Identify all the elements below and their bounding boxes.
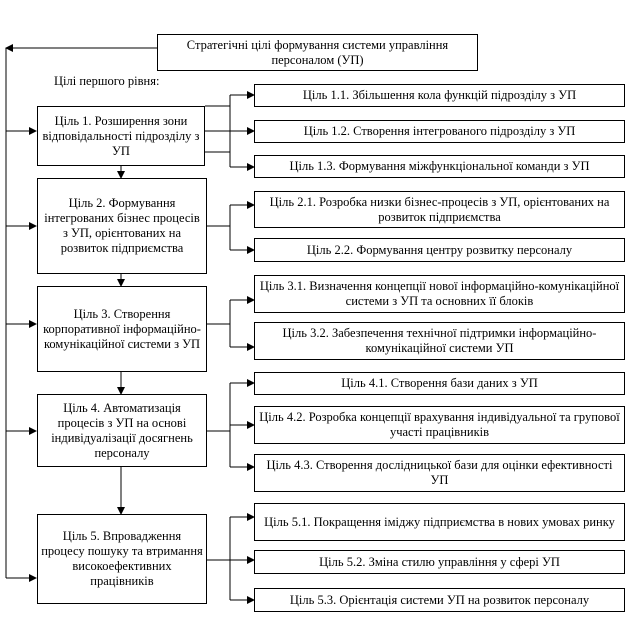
goal-4-box: Ціль 4. Автоматизація процесів з УП на основі індивідуалізації досягнень персоналу (37, 394, 207, 467)
subgoal-1-3-box: Ціль 1.3. Формування міжфункціональної команди з УП (254, 155, 625, 178)
strategic-goals-title: Стратегічні цілі формування системи управління персоналом (УП) (157, 34, 478, 71)
subgoal-3-2-box: Ціль 3.2. Забезпечення технічної підтримки інформаційно-комунікаційної системи УП (254, 322, 625, 360)
subgoal-2-2-box: Ціль 2.2. Формування центру розвитку персоналу (254, 238, 625, 262)
subgoal-4-1-box: Ціль 4.1. Створення бази даних з УП (254, 372, 625, 395)
subgoal-1-1-box: Ціль 1.1. Збільшення кола функцій підрозділу з УП (254, 84, 625, 107)
subgoal-5-1-box: Ціль 5.1. Покращення іміджу підприємства в нових умовах ринку (254, 503, 625, 541)
subgoal-4-2-box: Ціль 4.2. Розробка концепції врахування індивідуальної та групової участі працівників (254, 406, 625, 444)
goal-3-box: Ціль 3. Створення корпоративної інформаційно-комунікаційної системи з УП (37, 286, 207, 372)
goal-2-box: Ціль 2. Формування інтегрованих бізнес процесів з УП, орієнтованих на розвиток підприємства (37, 178, 207, 274)
goal-1-box: Ціль 1. Розширення зони відповідальності підрозділу з УП (37, 106, 205, 166)
subgoal-4-3-box: Ціль 4.3. Створення дослідницької бази для оцінки ефективності УП (254, 454, 625, 492)
subgoal-1-2-box: Ціль 1.2. Створення інтегрованого підрозділу з УП (254, 120, 625, 143)
first-level-label: Цілі першого рівня: (54, 74, 160, 88)
subgoal-5-2-box: Ціль 5.2. Зміна стилю управління у сфері УП (254, 550, 625, 574)
goal-5-box: Ціль 5. Впровадження процесу пошуку та втримання високоефективних працівників (37, 514, 207, 604)
subgoal-5-3-box: Ціль 5.3. Орієнтація системи УП на розвиток персоналу (254, 588, 625, 612)
subgoal-2-1-box: Ціль 2.1. Розробка низки бізнес-процесів з УП, орієнтованих на розвиток підприємства (254, 191, 625, 228)
subgoal-3-1-box: Ціль 3.1. Визначення концепції нової інформаційно-комунікаційної системи з УП та основних її блоків (254, 275, 625, 313)
